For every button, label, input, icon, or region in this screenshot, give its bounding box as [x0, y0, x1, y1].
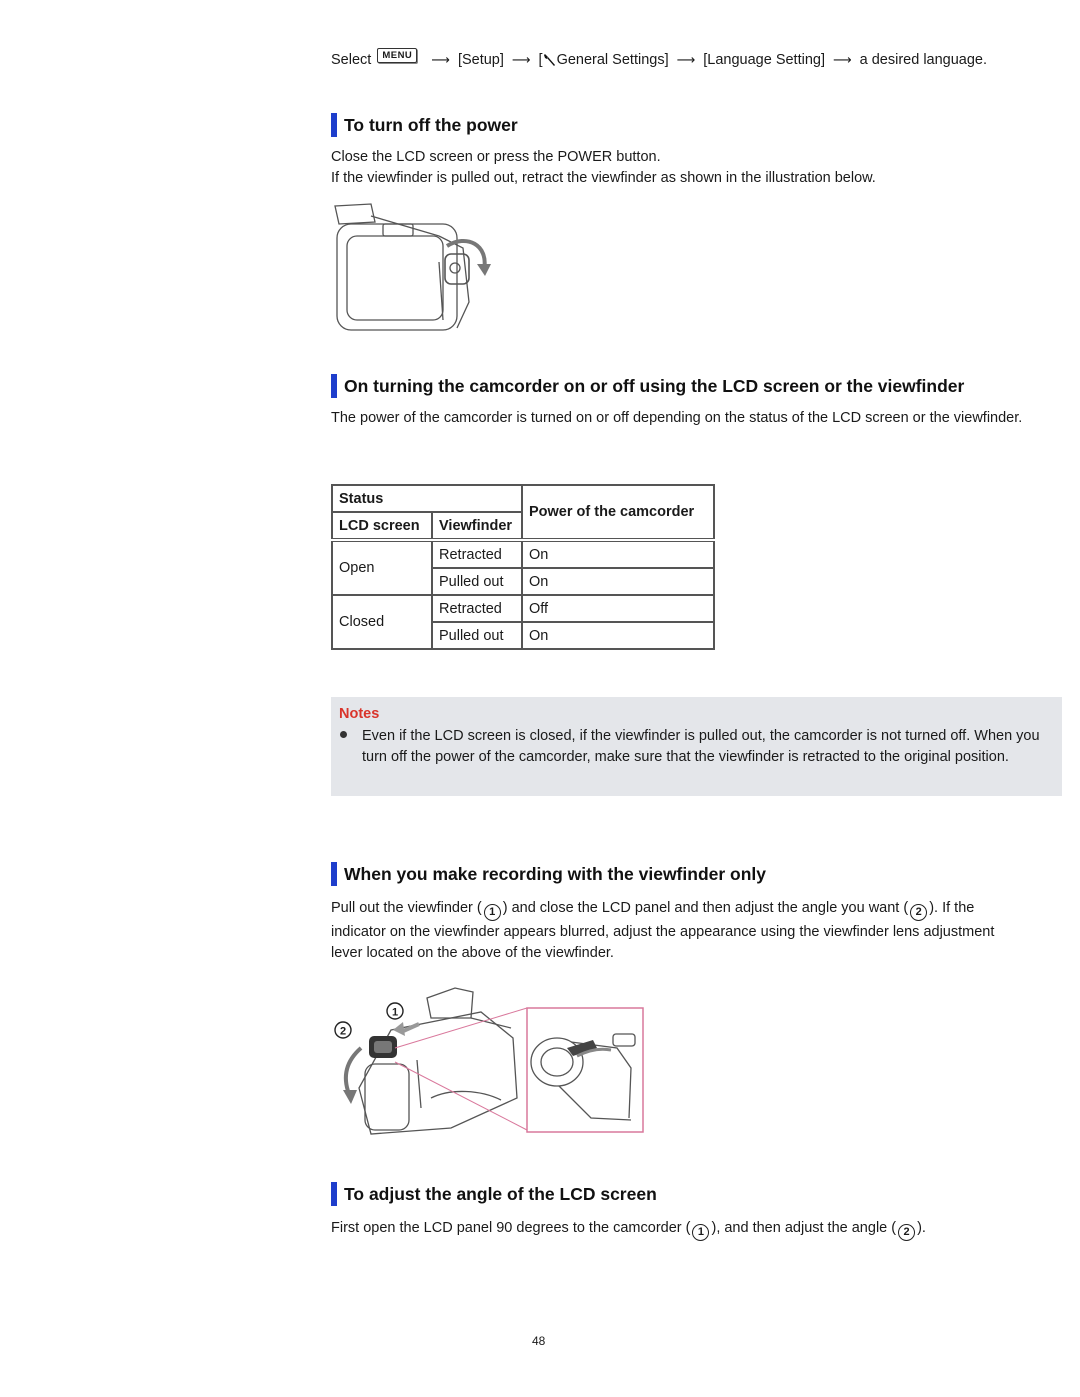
- general-bracket: [: [538, 52, 543, 68]
- table-cell-viewfinder: Pulled out: [432, 622, 522, 649]
- table-cell-viewfinder: Retracted: [432, 540, 522, 568]
- heading-bar: [331, 1182, 337, 1206]
- desired-language-text: a desired language.: [859, 52, 988, 68]
- table-cell-lcd: Open: [332, 540, 432, 595]
- svg-text:1: 1: [391, 1006, 399, 1019]
- heading-turn-off: [331, 113, 518, 137]
- viewfinder-para-line-1: [331, 898, 974, 921]
- menu-button-icon: MENU: [377, 48, 417, 63]
- table-row: [332, 595, 714, 622]
- arrow-right-icon: ⟶: [833, 52, 852, 67]
- heading-text: To adjust the angle of the LCD screen: [344, 1183, 657, 1204]
- circled-two-icon: 2: [898, 1224, 915, 1241]
- power-off-line-2: If the viewfinder is pulled out, retract the viewfinder as shown in the illustration below.: [331, 170, 876, 186]
- table-header-viewfinder: Viewfinder: [432, 512, 522, 540]
- camcorder-retract-viewfinder-illustration: [331, 202, 493, 334]
- setup-text: [Setup]: [457, 52, 504, 68]
- circled-one-icon: 1: [692, 1224, 709, 1241]
- table-cell-power: On: [522, 540, 714, 568]
- viewfinder-para-line-3: lever located on the above of the viewfinder.: [331, 945, 614, 961]
- lcd-angle-para: [331, 1218, 926, 1241]
- bullet-icon: [340, 731, 347, 738]
- text-span: Pull out the viewfinder (: [331, 900, 482, 916]
- table-cell-lcd: Closed: [332, 595, 432, 649]
- table-cell-power: On: [522, 622, 714, 649]
- select-text: Select: [331, 52, 372, 68]
- general-settings-text: General Settings]: [556, 52, 669, 68]
- table-cell-power: Off: [522, 595, 714, 622]
- arrow-right-icon: ⟶: [511, 52, 531, 67]
- circled-one-icon: 1: [484, 904, 501, 921]
- menu-path: [331, 49, 988, 68]
- text-span: ). If the: [929, 900, 975, 916]
- table-header-power: Power of the camcorder: [522, 485, 714, 540]
- wrench-icon: [543, 53, 556, 67]
- arrow-right-icon: ⟶: [431, 52, 450, 67]
- heading-viewfinder-only: [331, 862, 766, 886]
- table-cell-power: On: [522, 568, 714, 595]
- arrow-right-icon: ⟶: [676, 52, 696, 67]
- circled-two-icon: 2: [910, 904, 927, 921]
- text-span: First open the LCD panel 90 degrees to the camcorder (: [331, 1220, 691, 1236]
- table-header-lcd: LCD screen: [332, 512, 432, 540]
- heading-bar: [331, 862, 337, 886]
- text-span: ).: [917, 1220, 926, 1236]
- table-cell-viewfinder: Pulled out: [432, 568, 522, 595]
- notes-text: Even if the LCD screen is closed, if the viewfinder is pulled out, the camcorder is not turned off. When you turn off the power of the camcorder, make sure that the viewfinder is retracted to the original position.: [362, 728, 1040, 765]
- language-setting-text: [Language Setting]: [703, 52, 825, 68]
- power-off-line-1: Close the LCD screen or press the POWER button.: [331, 149, 661, 165]
- heading-text: When you make recording with the viewfinder only: [344, 863, 767, 884]
- notes-title: Notes: [339, 706, 380, 722]
- table-cell-viewfinder: Retracted: [432, 595, 522, 622]
- text-span: ) and close the LCD panel and then adjust the angle you want (: [502, 900, 909, 916]
- heading-bar: [331, 374, 337, 398]
- heading-onoff: [331, 374, 964, 398]
- onoff-body: The power of the camcorder is turned on or off depending on the status of the LCD screen or the viewfinder.: [331, 410, 1023, 426]
- viewfinder-para-line-2: indicator on the viewfinder appears blurred, adjust the appearance using the viewfinder lens adjustment: [331, 924, 995, 940]
- page-number: 48: [532, 1334, 546, 1348]
- heading-lcd-angle: [331, 1182, 657, 1206]
- table-header-status: Status: [332, 485, 522, 512]
- status-table: [331, 484, 715, 650]
- heading-text: To turn off the power: [344, 114, 518, 135]
- svg-text:2: 2: [339, 1025, 347, 1038]
- table-row: [332, 540, 714, 568]
- text-span: ), and then adjust the angle (: [711, 1220, 897, 1236]
- heading-bar: [331, 113, 337, 137]
- heading-text: On turning the camcorder on or off using the LCD screen or the viewfinder: [344, 375, 965, 396]
- camcorder-pull-viewfinder-illustration: [331, 978, 647, 1138]
